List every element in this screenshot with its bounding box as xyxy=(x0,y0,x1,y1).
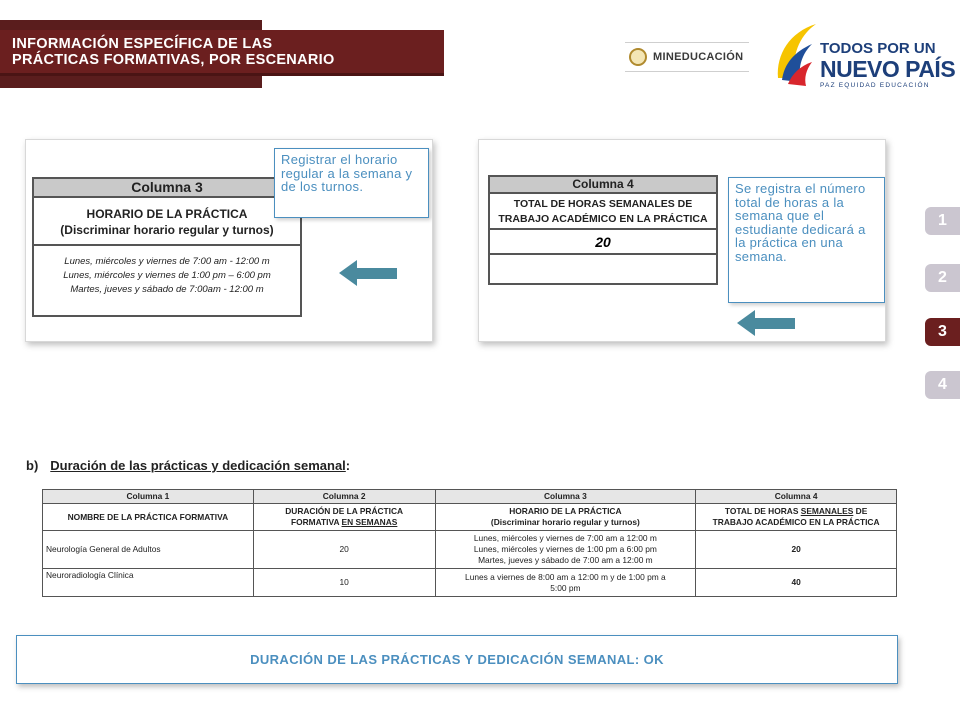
table-row xyxy=(43,569,897,597)
header-title-line2: PRÁCTICAS FORMATIVAS, POR ESCENARIO xyxy=(12,52,335,68)
table-column-label: Columna 4 xyxy=(696,490,897,504)
schedule-line: Lunes, miércoles y viernes de 1:00 pm – 6:00 pm xyxy=(63,270,271,281)
section-b-heading xyxy=(26,458,350,473)
table-column-labels-row xyxy=(43,490,897,504)
column4-subtitle xyxy=(490,194,716,230)
column4-value: 20 xyxy=(490,230,716,255)
weeks-cell: 20 xyxy=(253,531,435,569)
hours-cell: 40 xyxy=(696,569,897,597)
header-duration-line2a: FORMATIVA xyxy=(290,517,342,527)
section-b-label: b) xyxy=(26,458,39,473)
practice-name-cell: Neurología General de Adultos xyxy=(43,531,254,569)
header-hours-part: DE xyxy=(853,506,868,516)
column3-example-panel xyxy=(25,139,433,342)
header-hours-part: TOTAL DE HORAS xyxy=(724,506,801,516)
header-schedule xyxy=(435,504,696,531)
weeks-cell: 10 xyxy=(253,569,435,597)
logo-pais-line1: TODOS POR UN xyxy=(820,40,936,57)
status-text: DURACIÓN DE LAS PRÁCTICAS Y DEDICACIÓN SEMANAL: OK xyxy=(250,652,664,667)
header-duration-line1: DURACIÓN DE LA PRÁCTICA xyxy=(285,506,404,516)
header-duration-line2b: EN SEMANAS xyxy=(341,517,398,527)
column4-snippet xyxy=(488,175,718,285)
table-row xyxy=(43,531,897,569)
logo-pais-line2: NUEVO PAÍS xyxy=(820,56,956,82)
schedule-line: 5:00 pm xyxy=(550,582,581,593)
header-weekly-hours xyxy=(696,504,897,531)
header-duration-line2 xyxy=(257,517,432,528)
todos-por-un-nuevo-pais-logo xyxy=(772,20,956,90)
header-schedule-line1: HORARIO DE LA PRÁCTICA xyxy=(509,506,622,516)
status-banner xyxy=(16,635,898,684)
section-b-suffix: : xyxy=(345,458,351,473)
column4-callout: Se registra el número total de horas a la semana que el estudiante dedicará a la práctica en una semana. xyxy=(728,177,885,303)
step-tab-3[interactable]: 3 xyxy=(925,318,960,346)
schedule-line: Lunes, miércoles y viernes de 1:00 pm a 6:00 pm xyxy=(473,544,657,554)
header-title-line1: INFORMACIÓN ESPECÍFICA DE LAS xyxy=(12,36,273,52)
header-weekly-hours-line2: TRABAJO ACADÉMICO EN LA PRÁCTICA xyxy=(712,517,880,527)
column4-title: Columna 4 xyxy=(490,177,716,194)
logo-pais-line3: PAZ EQUIDAD EDUCACIÓN xyxy=(820,82,930,89)
colombia-swoosh-icon xyxy=(772,20,820,90)
mineducacion-logo xyxy=(625,42,749,72)
step-tab-4[interactable]: 4 xyxy=(925,371,960,399)
column3-subtitle-line1: HORARIO DE LA PRÁCTICA xyxy=(86,207,248,221)
header-banner xyxy=(0,30,444,76)
schedule-cell xyxy=(435,531,696,569)
header-practice-name: NOMBRE DE LA PRÁCTICA FORMATIVA xyxy=(43,504,254,531)
header-duration xyxy=(253,504,435,531)
table-column-label: Columna 3 xyxy=(435,490,696,504)
schedule-line: Lunes, miércoles y viernes de 7:00 am - 12:00 m xyxy=(64,256,270,267)
colombia-crest-icon xyxy=(629,48,647,66)
hours-cell: 20 xyxy=(696,531,897,569)
header-schedule-line2: (Discriminar horario regular y turnos) xyxy=(490,517,640,527)
left-arrow-icon xyxy=(339,258,399,288)
step-tab-1[interactable]: 1 xyxy=(925,207,960,235)
header-hours-part: SEMANALES xyxy=(800,506,854,516)
schedule-line: Lunes, miércoles y viernes de 7:00 am a 12:00 m xyxy=(473,533,657,543)
section-b-title: Duración de las prácticas y dedicación semanal xyxy=(50,458,346,473)
column3-title: Columna 3 xyxy=(34,179,300,198)
mineducacion-logo-text: MINEDUCACIÓN xyxy=(653,51,744,63)
column3-snippet xyxy=(32,177,302,317)
left-arrow-icon xyxy=(737,308,797,338)
table-header-row xyxy=(43,504,897,531)
schedule-cell xyxy=(435,569,696,597)
schedule-line: Martes, jueves y sábado de 7:00 am a 12:00 m xyxy=(478,555,653,565)
table-column-label: Columna 2 xyxy=(253,490,435,504)
column3-callout: Registrar el horario regular a la semana y de los turnos. xyxy=(274,148,429,218)
column4-subtitle-line2: TRABAJO ACADÉMICO EN LA PRÁCTICA xyxy=(498,213,708,225)
duration-table xyxy=(42,489,897,597)
schedule-line: Martes, jueves y sábado de 7:00am - 12:00 m xyxy=(70,284,264,295)
header-weekly-hours-line1 xyxy=(699,506,893,517)
column3-schedule xyxy=(34,246,300,297)
column3-subtitle xyxy=(34,198,300,246)
schedule-line: Lunes a viernes de 8:00 am a 12:00 m y de 1:00 pm a xyxy=(465,571,666,582)
column3-subtitle-line2: (Discriminar horario regular y turnos) xyxy=(60,223,274,237)
column4-example-panel xyxy=(478,139,886,342)
table-column-label: Columna 1 xyxy=(43,490,254,504)
column4-subtitle-line1: TOTAL DE HORAS SEMANALES DE xyxy=(513,198,693,210)
step-tab-2[interactable]: 2 xyxy=(925,264,960,292)
practice-name-cell: Neuroradiología Clínica xyxy=(43,569,254,597)
